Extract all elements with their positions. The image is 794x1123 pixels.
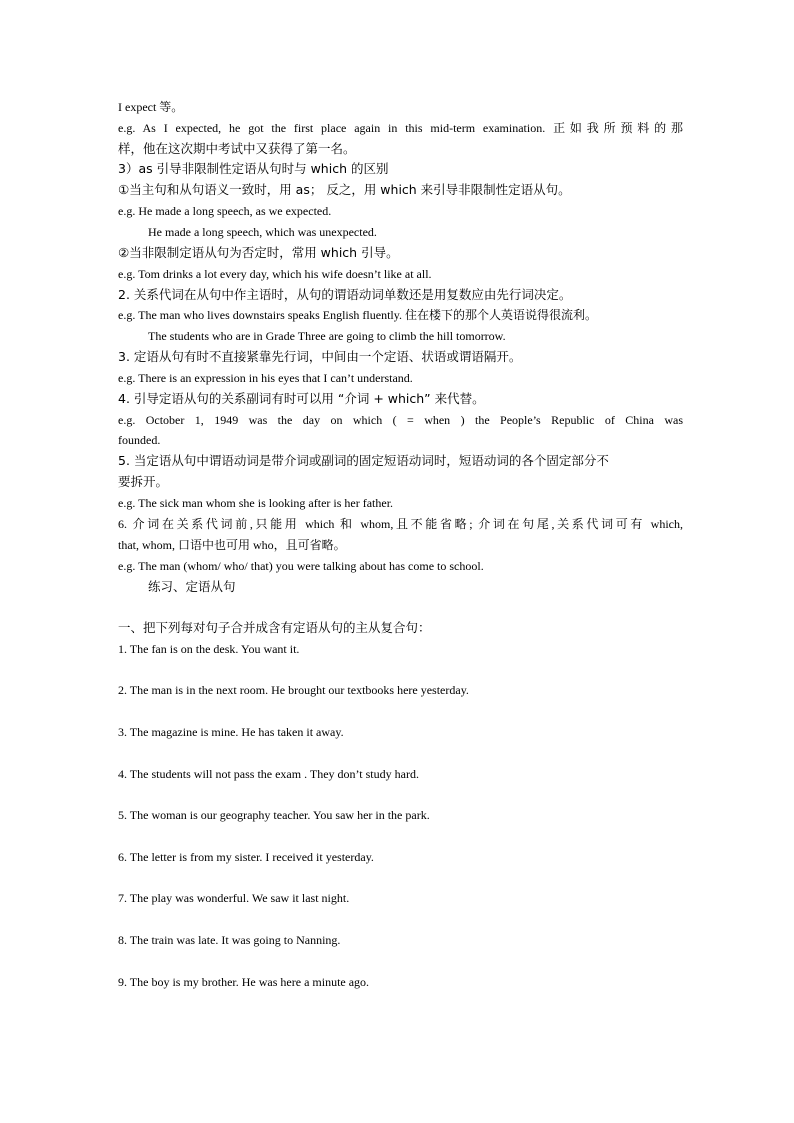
text-line: 4. 引导定语从句的关系副词有时可以用 “介词 + which” 来代替。 [118, 391, 485, 406]
text-line: 样，他在这次期中考试中又获得了第一名。 [118, 141, 356, 156]
text-line: I expect 等。 [118, 100, 184, 114]
exercise-question: 5. The woman is our geography teacher. You saw her in the park. [118, 808, 430, 822]
text-line: 2. 关系代词在从句中作主语时，从句的谓语动词单数还是用复数应由先行词决定。 [118, 287, 572, 302]
exercise-question: 4. The students will not pass the exam . They don’t study hard. [118, 767, 419, 781]
exercise-question: 2. The man is in the next room. He brought our textbooks here yesterday. [118, 683, 469, 697]
exercise-question: 9. The boy is my brother. He was here a minute ago. [118, 975, 370, 989]
text-line: ①当主句和从句语义一致时，用 as； 反之，用 which 来引导非限制性定语从句。 [118, 182, 571, 197]
section-heading: 一、把下列每对句子合并成含有定语从句的主从复合句： [118, 620, 431, 635]
example-sentence: e.g. He made a long speech, as we expected. [118, 204, 332, 218]
text-line: 3）as 引导非限制性定语从句时与 which 的区别 [118, 161, 389, 176]
text-line: 5. 当定语从句中谓语动词是带介词或副词的固定短语动词时，短语动词的各个固定部分不 [118, 453, 609, 468]
example-sentence: founded. [118, 433, 161, 447]
text-line: e.g. As I expected, he got the first place again in this mid-term examination. 正如我所预料的那 [118, 121, 683, 135]
exercise-question: 1. The fan is on the desk. You want it. [118, 642, 300, 656]
example-sentence: e.g. Tom drinks a lot every day, which his wife doesn’t like at all. [118, 267, 432, 281]
exercise-question: 8. The train was late. It was going to Nanning. [118, 933, 341, 947]
exercise-title: 练习、定语从句 [148, 579, 236, 594]
example-sentence: He made a long speech, which was unexpected. [148, 225, 377, 239]
text-line: 要拆开。 [118, 474, 169, 489]
example-sentence: e.g. The sick man whom she is looking after is her father. [118, 496, 394, 510]
exercise-question: 3. The magazine is mine. He has taken it away. [118, 725, 344, 739]
text-line: 6. 介词在关系代词前,只能用 which 和 whom,且不能省略; 介词在句尾,关系代词可有 which, [118, 517, 683, 531]
example-sentence: e.g. The man who lives downstairs speaks English fluently. 住在楼下的那个人英语说得很流利。 [118, 308, 597, 322]
example-sentence: The students who are in Grade Three are going to climb the hill tomorrow. [148, 329, 506, 343]
example-sentence: e.g. There is an expression in his eyes that I can’t understand. [118, 371, 413, 385]
example-sentence: e.g. October 1, 1949 was the day on which ( = when ) the People’s Republic of China was [118, 413, 683, 427]
example-sentence: e.g. The man (whom/ who/ that) you were talking about has come to school. [118, 559, 484, 573]
exercise-question: 7. The play was wonderful. We saw it last night. [118, 891, 350, 905]
text-line: that, whom, 口语中也可用 who，且可省略。 [118, 538, 346, 552]
exercise-question: 6. The letter is from my sister. I received it yesterday. [118, 850, 374, 864]
text-line: ②当非限制定语从句为否定时，常用 which 引导。 [118, 245, 399, 260]
text-line: 3. 定语从句有时不直接紧靠先行词，中间由一个定语、状语或谓语隔开。 [118, 349, 522, 364]
